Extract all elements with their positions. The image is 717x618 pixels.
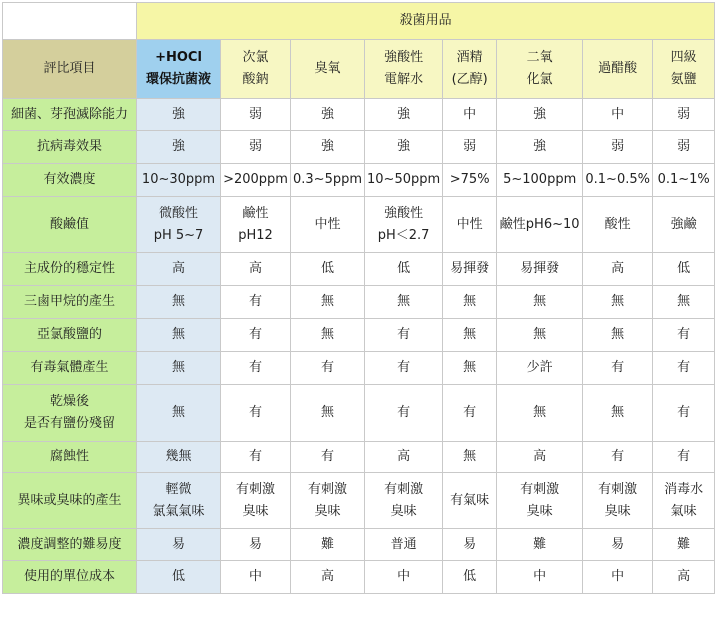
value-cell: 中 [583, 99, 653, 131]
value-cell: 無 [443, 352, 497, 385]
value-cell: 有 [653, 352, 715, 385]
value-cell: 易 [443, 529, 497, 561]
table-row [3, 473, 715, 529]
value-cell: 易 [583, 529, 653, 561]
value-cell: 低 [653, 253, 715, 286]
value-cell: 低 [365, 253, 443, 286]
value-cell: 有 [221, 286, 291, 319]
top-header-row [3, 3, 715, 40]
value-cell: 消毒水 氣味 [653, 473, 715, 529]
value-cell: 弱 [221, 131, 291, 164]
value-cell: 有 [221, 442, 291, 473]
value-cell: 中 [583, 561, 653, 594]
hocl-value-cell: 無 [137, 286, 221, 319]
value-cell: 難 [653, 529, 715, 561]
value-cell: 易揮發 [443, 253, 497, 286]
value-cell: 中性 [443, 197, 497, 253]
value-cell: 有 [221, 319, 291, 352]
value-cell: 有 [291, 442, 365, 473]
hocl-value-cell: 無 [137, 352, 221, 385]
value-cell: 中 [443, 99, 497, 131]
table-body [3, 3, 715, 594]
value-cell: 有 [221, 352, 291, 385]
comparison-table [2, 2, 715, 594]
value-cell: 強 [365, 131, 443, 164]
table-row [3, 561, 715, 594]
hocl-value-cell: 微酸性 pH 5~7 [137, 197, 221, 253]
value-cell: 普通 [365, 529, 443, 561]
value-cell: 有 [365, 352, 443, 385]
agent-header-ozone: 臭氧 [291, 40, 365, 99]
value-cell: 無 [497, 385, 583, 442]
table-row [3, 352, 715, 385]
value-cell: 0.1~1% [653, 164, 715, 197]
row-label: 抗病毒效果 [3, 131, 137, 164]
value-cell: 高 [583, 253, 653, 286]
value-cell: 有刺激 臭味 [221, 473, 291, 529]
value-cell: 無 [583, 286, 653, 319]
value-cell: 無 [365, 286, 443, 319]
value-cell: 無 [583, 385, 653, 442]
value-cell: 酸性 [583, 197, 653, 253]
value-cell: 無 [443, 286, 497, 319]
value-cell: 強鹼 [653, 197, 715, 253]
value-cell: 鹼性 pH12 [221, 197, 291, 253]
table-row [3, 319, 715, 352]
agent-header-acidic-electrolyzed-water: 強酸性 電解水 [365, 40, 443, 99]
value-cell: >75% [443, 164, 497, 197]
table-row [3, 164, 715, 197]
value-cell: 弱 [443, 131, 497, 164]
value-cell: 難 [291, 529, 365, 561]
table-row [3, 442, 715, 473]
value-cell: 高 [221, 253, 291, 286]
value-cell: 有刺激 臭味 [291, 473, 365, 529]
value-cell: 有氣味 [443, 473, 497, 529]
value-cell: 有刺激 臭味 [583, 473, 653, 529]
row-label: 主成份的穩定性 [3, 253, 137, 286]
table-row [3, 253, 715, 286]
empty-corner-cell [3, 3, 137, 40]
value-cell: 有 [653, 385, 715, 442]
row-label: 亞氯酸鹽的 [3, 319, 137, 352]
value-cell: 低 [291, 253, 365, 286]
value-cell: 有 [443, 385, 497, 442]
row-label: 三鹵甲烷的產生 [3, 286, 137, 319]
value-cell: 有 [653, 442, 715, 473]
value-cell: 無 [443, 442, 497, 473]
value-cell: 有 [365, 385, 443, 442]
value-cell: 有刺激 臭味 [365, 473, 443, 529]
value-cell: 0.3~5ppm [291, 164, 365, 197]
value-cell: 5~100ppm [497, 164, 583, 197]
hocl-value-cell: 高 [137, 253, 221, 286]
value-cell: 有 [583, 442, 653, 473]
hocl-value-cell: 無 [137, 319, 221, 352]
value-cell: 強 [291, 131, 365, 164]
value-cell: 難 [497, 529, 583, 561]
value-cell: 弱 [583, 131, 653, 164]
value-cell: 有 [365, 319, 443, 352]
hocl-value-cell: 低 [137, 561, 221, 594]
value-cell: 中 [221, 561, 291, 594]
top-header-cell: 殺菌用品 [137, 3, 715, 40]
agent-header-row [3, 40, 715, 99]
hocl-value-cell: 10~30ppm [137, 164, 221, 197]
value-cell: 有 [583, 352, 653, 385]
table-row [3, 529, 715, 561]
hocl-value-cell: 強 [137, 99, 221, 131]
hocl-value-cell: 強 [137, 131, 221, 164]
value-cell: 無 [497, 319, 583, 352]
table-row [3, 385, 715, 442]
table-row [3, 131, 715, 164]
hocl-value-cell: 輕微 氯氣氣味 [137, 473, 221, 529]
value-cell: 強 [365, 99, 443, 131]
value-cell: 中 [497, 561, 583, 594]
hocl-value-cell: 易 [137, 529, 221, 561]
row-label: 有毒氣體產生 [3, 352, 137, 385]
value-cell: 中 [365, 561, 443, 594]
value-cell: 中性 [291, 197, 365, 253]
value-cell: 弱 [221, 99, 291, 131]
value-cell: 鹼性pH6~10 [497, 197, 583, 253]
agent-header-hocl: +HOCl 環保抗菌液 [137, 40, 221, 99]
value-cell: 10~50ppm [365, 164, 443, 197]
row-label: 濃度調整的難易度 [3, 529, 137, 561]
value-cell: 有 [291, 352, 365, 385]
criteria-header: 評比項目 [3, 40, 137, 99]
value-cell: 高 [653, 561, 715, 594]
value-cell: 強 [291, 99, 365, 131]
value-cell: 無 [497, 286, 583, 319]
hocl-value-cell: 無 [137, 385, 221, 442]
row-label: 細菌、芽孢滅除能力 [3, 99, 137, 131]
row-label: 異味或臭味的產生 [3, 473, 137, 529]
value-cell: 高 [497, 442, 583, 473]
row-label: 腐蝕性 [3, 442, 137, 473]
agent-header-chlorine-dioxide: 二氧 化氯 [497, 40, 583, 99]
value-cell: 高 [365, 442, 443, 473]
agent-header-peracetic-acid: 過醋酸 [583, 40, 653, 99]
value-cell: 低 [443, 561, 497, 594]
agent-header-sodium-hypochlorite: 次氯 酸鈉 [221, 40, 291, 99]
row-label: 有效濃度 [3, 164, 137, 197]
table-row [3, 99, 715, 131]
value-cell: 無 [583, 319, 653, 352]
row-label: 使用的單位成本 [3, 561, 137, 594]
value-cell: 少許 [497, 352, 583, 385]
value-cell: 易揮發 [497, 253, 583, 286]
value-cell: 強酸性 pH＜2.7 [365, 197, 443, 253]
value-cell: >200ppm [221, 164, 291, 197]
value-cell: 有 [653, 319, 715, 352]
table-row [3, 197, 715, 253]
value-cell: 高 [291, 561, 365, 594]
table-row [3, 286, 715, 319]
value-cell: 無 [443, 319, 497, 352]
value-cell: 易 [221, 529, 291, 561]
row-label: 乾燥後 是否有鹽份殘留 [3, 385, 137, 442]
value-cell: 無 [291, 319, 365, 352]
row-label: 酸鹼值 [3, 197, 137, 253]
value-cell: 0.1~0.5% [583, 164, 653, 197]
value-cell: 無 [291, 286, 365, 319]
value-cell: 弱 [653, 131, 715, 164]
value-cell: 有刺激 臭味 [497, 473, 583, 529]
value-cell: 無 [291, 385, 365, 442]
value-cell: 有 [221, 385, 291, 442]
value-cell: 弱 [653, 99, 715, 131]
value-cell: 強 [497, 131, 583, 164]
value-cell: 強 [497, 99, 583, 131]
hocl-value-cell: 幾無 [137, 442, 221, 473]
agent-header-quaternary-ammonium: 四級 氨鹽 [653, 40, 715, 99]
agent-header-alcohol: 酒精 (乙醇) [443, 40, 497, 99]
value-cell: 無 [653, 286, 715, 319]
